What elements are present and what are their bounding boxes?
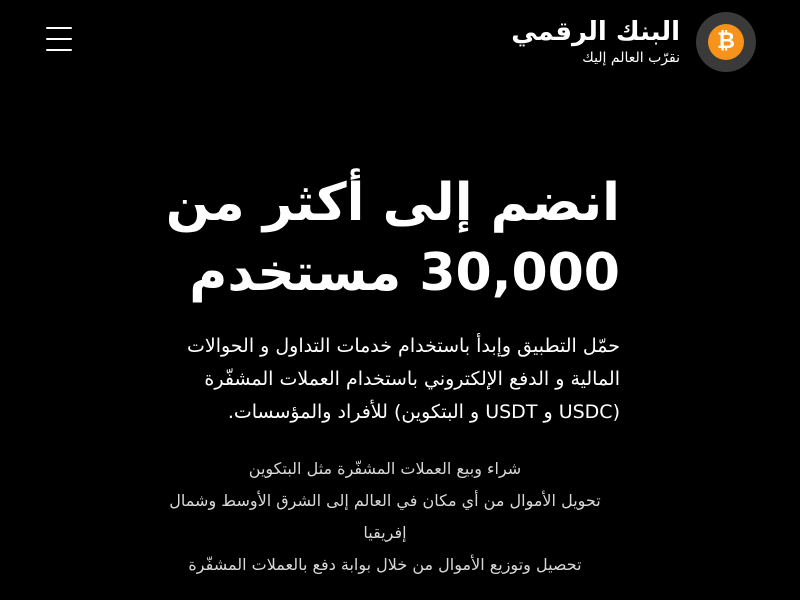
site-header	[0, 0, 800, 80]
brand-tagline: نقرّب العالم إليك	[582, 50, 680, 66]
menu-bar	[46, 38, 72, 40]
brand-name: البنك الرقمي	[511, 17, 680, 47]
menu-bar	[46, 49, 72, 51]
brand-text	[511, 17, 680, 67]
feature-list	[150, 453, 620, 581]
hero-description: حمّل التطبيق وإبدأ باستخدام خدمات التداول و الحوالات المالية و الدفع الإلكتروني باستخدام العملات المشفّرة (USDC و USDT و البتكوين) للأفراد والمؤسسات.	[186, 335, 620, 423]
feature-item-buy-sell: شراء وبيع العملات المشفّرة مثل البتكوين	[248, 459, 522, 478]
feature-item-transfer: تحويل الأموال من أي مكان في العالم إلى الشرق الأوسط وشمال إفريقيا	[169, 491, 601, 542]
hero-title	[140, 168, 620, 308]
feature-item-payment-gateway: تحصيل وتوزيع الأموال من خلال بوابة دفع بالعملات المشفّرة	[188, 555, 582, 574]
hero-section	[140, 168, 620, 581]
hero-title-line-1: انضم إلى أكثر من	[165, 173, 620, 233]
menu-bar	[46, 27, 72, 29]
logo-badge	[696, 12, 756, 72]
hero-title-line-2: 30,000 مستخدم	[189, 243, 620, 303]
hamburger-menu-icon[interactable]	[46, 26, 76, 52]
brand-logo-link[interactable]	[511, 12, 756, 72]
bitcoin-icon: ₿	[708, 24, 744, 60]
